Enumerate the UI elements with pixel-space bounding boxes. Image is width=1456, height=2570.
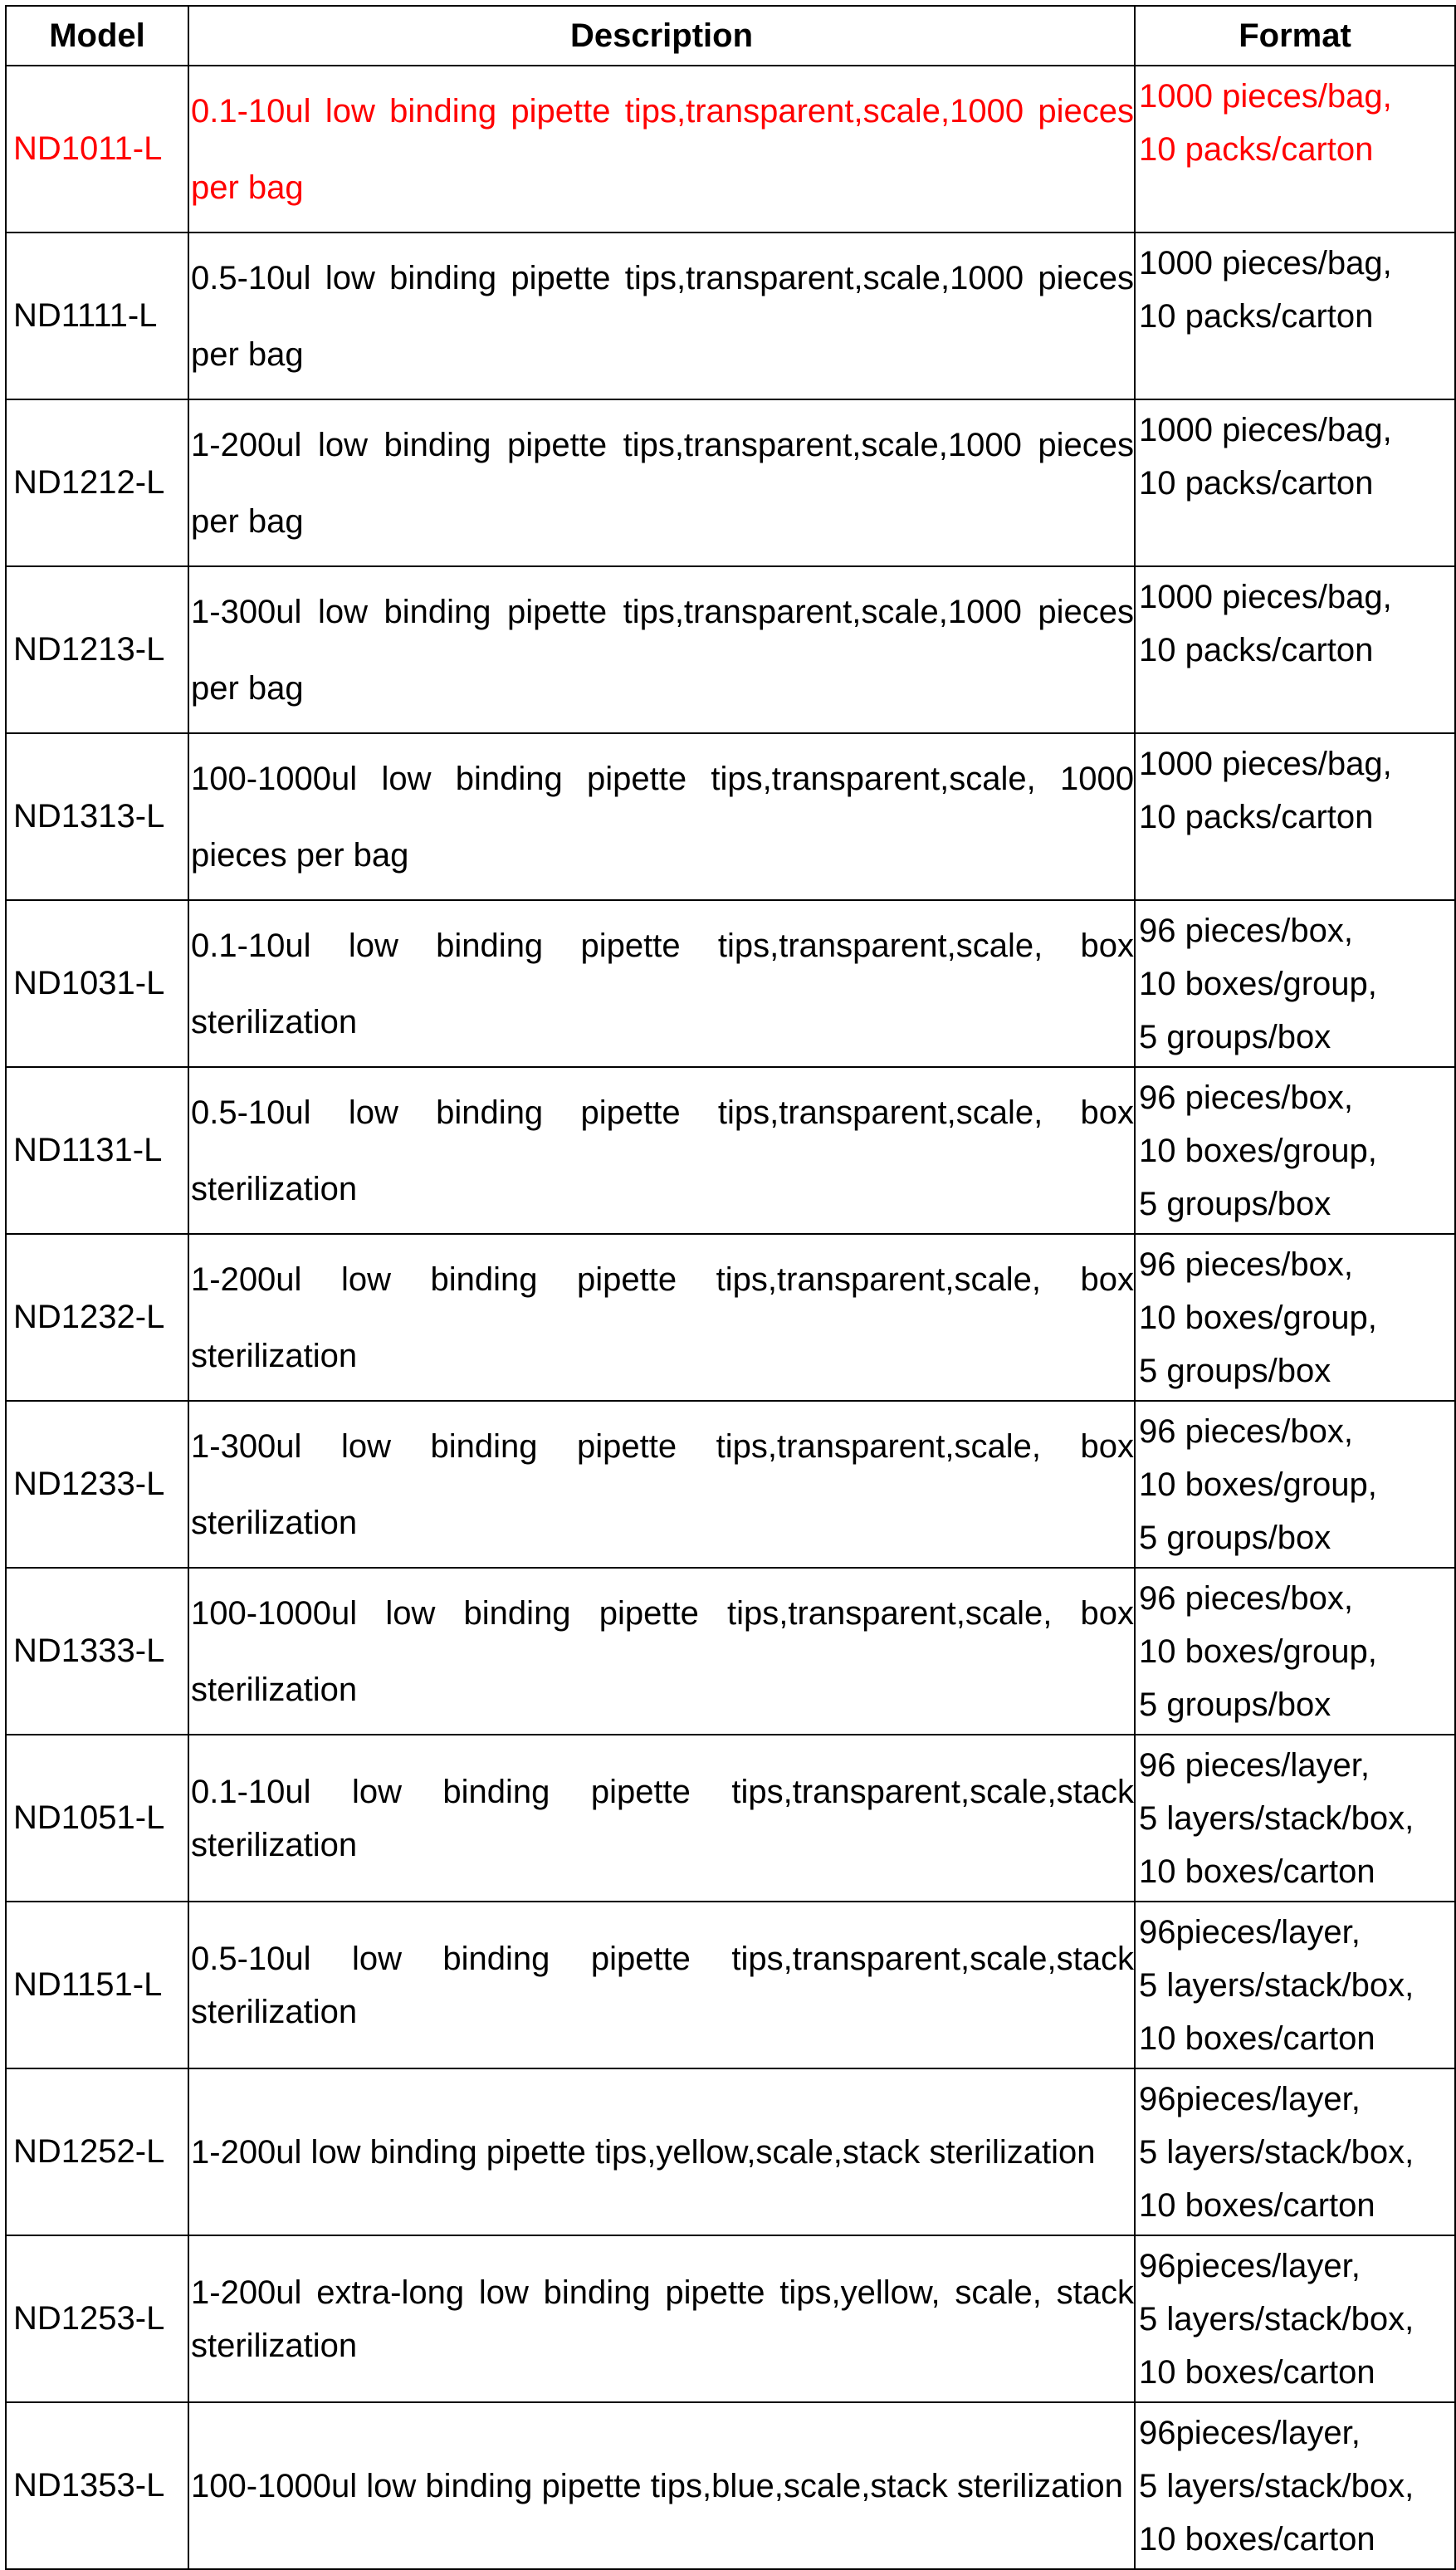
format-line: 96pieces/layer, [1139,2080,1361,2117]
format-line: 96 pieces/layer, [1139,1746,1370,1784]
model-cell: ND1131-L [6,1067,188,1234]
format-cell [1135,1902,1455,2068]
description-cell: 0.1-10ul low binding pipette tips,transparent,scale,stack sterilization [188,1735,1135,1902]
model-cell: ND1151-L [6,1902,188,2068]
format-cell [1135,1568,1455,1735]
format-line: 96 pieces/box, [1139,1579,1353,1617]
description-cell: 100-1000ul low binding pipette tips,transparent,scale, 1000 pieces per bag [188,733,1135,900]
product-spec-table [5,5,1456,2570]
description-cell: 0.5-10ul low binding pipette tips,transparent,scale, box sterilization [188,1067,1135,1234]
table-row [6,2402,1455,2569]
format-line: 10 boxes/carton [1139,2186,1375,2224]
format-cell [1135,1234,1455,1401]
table-row [6,66,1455,233]
format-line: 5 groups/box [1139,1519,1331,1556]
description-cell: 1-200ul extra-long low binding pipette tips,yellow, scale, stack sterilization [188,2235,1135,2402]
table-row [6,399,1455,566]
model-cell: ND1253-L [6,2235,188,2402]
format-line: 10 packs/carton [1139,632,1374,668]
format-line: 10 boxes/carton [1139,2019,1375,2057]
format-line: 1000 pieces/bag, [1139,78,1392,115]
format-cell [1135,1067,1455,1234]
format-line: 10 packs/carton [1139,298,1374,335]
model-cell: ND1111-L [6,233,188,399]
format-line: 10 boxes/group, [1139,1633,1377,1670]
table-row [6,900,1455,1067]
table-row [6,2068,1455,2235]
format-cell [1135,1735,1455,1902]
format-line: 10 boxes/group, [1139,1299,1377,1336]
description-cell: 0.1-10ul low binding pipette tips,transparent,scale,1000 pieces per bag [188,66,1135,233]
format-cell [1135,2402,1455,2569]
format-cell [1135,900,1455,1067]
format-cell [1135,2235,1455,2402]
format-line: 96 pieces/box, [1139,1246,1353,1283]
description-cell: 1-200ul low binding pipette tips,transparent,scale, box sterilization [188,1234,1135,1401]
format-line: 1000 pieces/bag, [1139,245,1392,281]
description-cell: 1-200ul low binding pipette tips,transparent,scale,1000 pieces per bag [188,399,1135,566]
description-cell: 1-300ul low binding pipette tips,transparent,scale,1000 pieces per bag [188,566,1135,733]
format-cell [1135,733,1455,900]
model-cell: ND1051-L [6,1735,188,1902]
table-row [6,1902,1455,2068]
model-cell: ND1031-L [6,900,188,1067]
table-row [6,1735,1455,1902]
format-line: 10 boxes/carton [1139,2353,1375,2391]
format-line: 10 boxes/group, [1139,1466,1377,1503]
format-line: 5 layers/stack/box, [1139,2133,1414,2171]
table-row [6,566,1455,733]
format-line: 5 layers/stack/box, [1139,2300,1414,2337]
format-line: 5 groups/box [1139,1185,1331,1222]
model-cell: ND1233-L [6,1401,188,1568]
description-cell: 1-300ul low binding pipette tips,transparent,scale, box sterilization [188,1401,1135,1568]
format-line: 10 packs/carton [1139,465,1374,502]
format-line: 10 boxes/carton [1139,1853,1375,1890]
format-line: 1000 pieces/bag, [1139,412,1392,448]
table-row [6,2235,1455,2402]
format-line: 10 boxes/carton [1139,2520,1375,2558]
format-line: 10 packs/carton [1139,799,1374,835]
format-line: 96pieces/layer, [1139,2247,1361,2284]
description-cell: 100-1000ul low binding pipette tips,transparent,scale, box sterilization [188,1568,1135,1735]
format-line: 96 pieces/box, [1139,912,1353,949]
format-line: 1000 pieces/bag, [1139,746,1392,782]
model-cell: ND1212-L [6,399,188,566]
description-cell: 1-200ul low binding pipette tips,yellow,scale,stack sterilization [188,2068,1135,2235]
format-line: 1000 pieces/bag, [1139,579,1392,615]
format-line: 96 pieces/box, [1139,1412,1353,1450]
description-cell: 0.5-10ul low binding pipette tips,transparent,scale,1000 pieces per bag [188,233,1135,399]
format-line: 5 groups/box [1139,1352,1331,1389]
table-row [6,733,1455,900]
table-header-row [6,6,1455,66]
format-line: 5 groups/box [1139,1686,1331,1723]
table-row [6,1568,1455,1735]
description-cell: 0.1-10ul low binding pipette tips,transparent,scale, box sterilization [188,900,1135,1067]
description-cell: 100-1000ul low binding pipette tips,blue,scale,stack sterilization [188,2402,1135,2569]
header-model: Model [6,6,188,66]
model-cell: ND1252-L [6,2068,188,2235]
model-cell: ND1313-L [6,733,188,900]
format-line: 96 pieces/box, [1139,1079,1353,1116]
format-line: 10 boxes/group, [1139,965,1377,1002]
format-cell [1135,1401,1455,1568]
format-line: 5 layers/stack/box, [1139,2467,1414,2504]
format-cell [1135,66,1455,233]
description-cell: 0.5-10ul low binding pipette tips,transparent,scale,stack sterilization [188,1902,1135,2068]
format-line: 5 layers/stack/box, [1139,1966,1414,2004]
format-cell [1135,233,1455,399]
format-cell [1135,2068,1455,2235]
format-cell [1135,399,1455,566]
table-row [6,233,1455,399]
model-cell: ND1232-L [6,1234,188,1401]
table-row [6,1234,1455,1401]
format-line: 96pieces/layer, [1139,1913,1361,1951]
format-line: 10 boxes/group, [1139,1132,1377,1169]
model-cell: ND1011-L [6,66,188,233]
header-description: Description [188,6,1135,66]
model-cell: ND1333-L [6,1568,188,1735]
model-cell: ND1353-L [6,2402,188,2569]
format-line: 10 packs/carton [1139,131,1374,168]
header-format: Format [1135,6,1455,66]
format-line: 96pieces/layer, [1139,2414,1361,2451]
model-cell: ND1213-L [6,566,188,733]
table-row [6,1401,1455,1568]
format-line: 5 layers/stack/box, [1139,1799,1414,1837]
format-cell [1135,566,1455,733]
format-line: 5 groups/box [1139,1018,1331,1055]
table-row [6,1067,1455,1234]
